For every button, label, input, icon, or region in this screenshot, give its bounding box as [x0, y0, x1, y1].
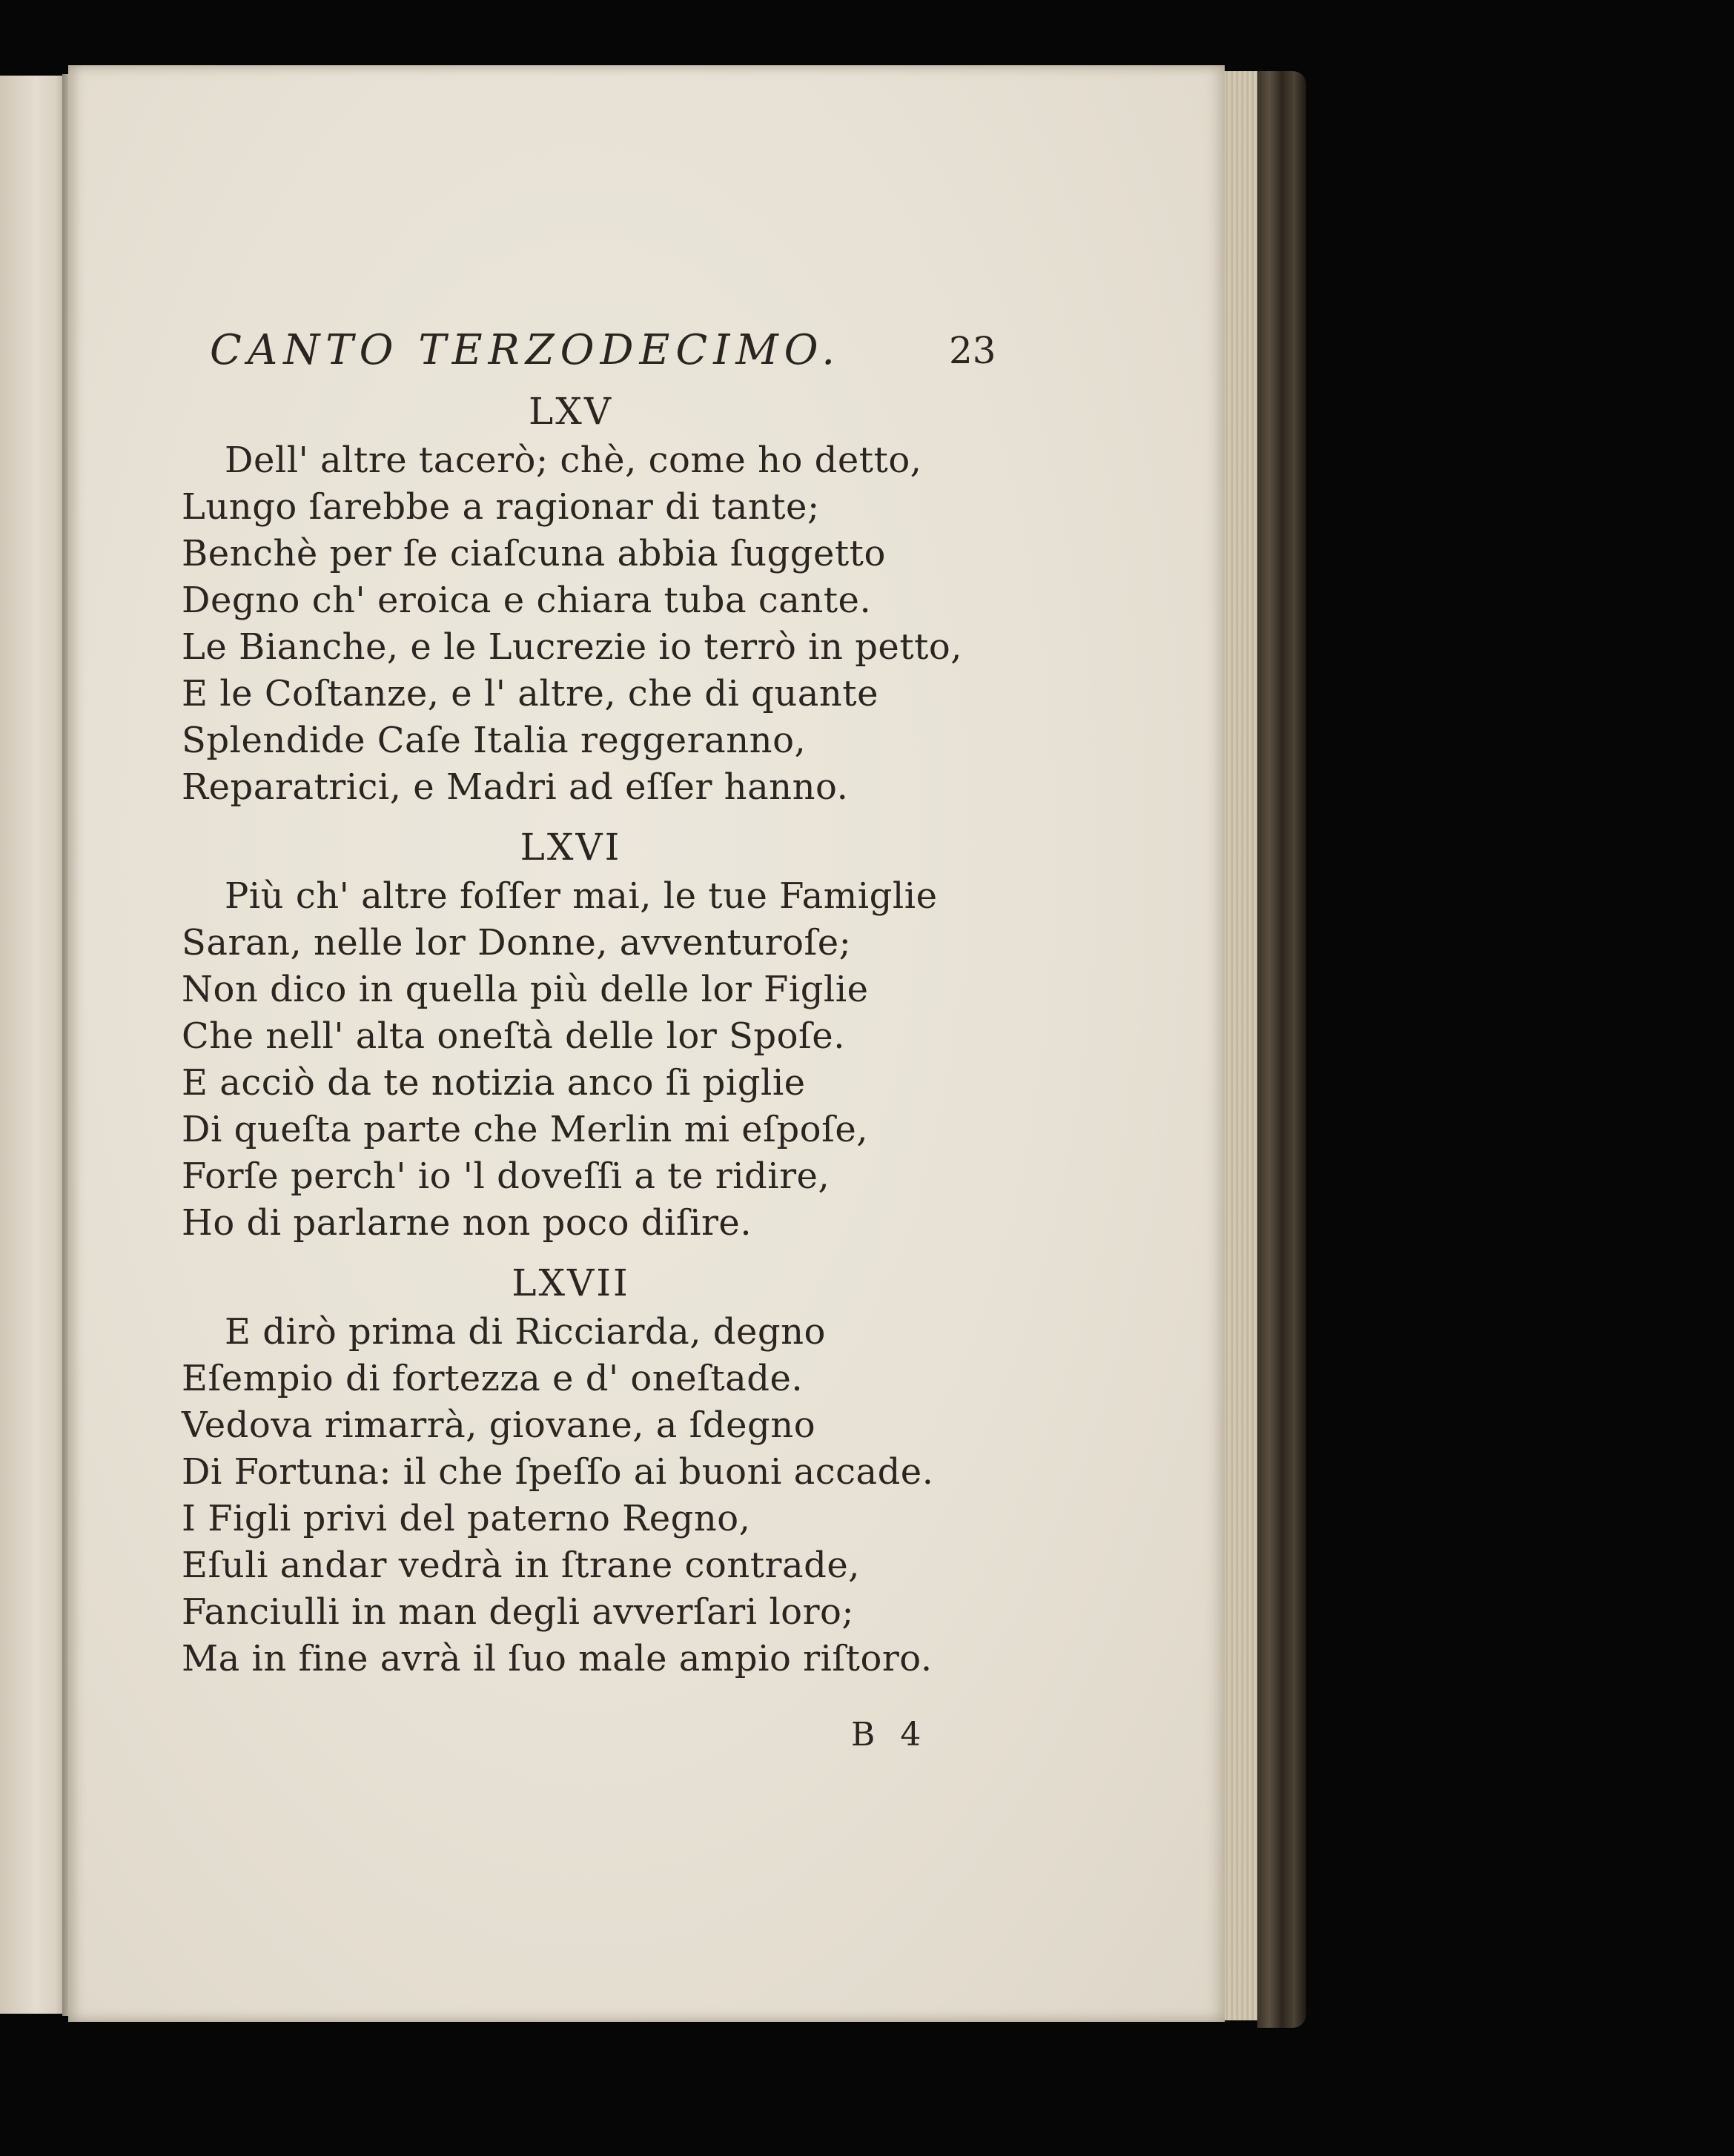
verse-line: Più ch' altre foſſer mai, le tue Famiglie	[225, 875, 938, 917]
running-head	[182, 326, 1019, 385]
verse-line: Splendide Caſe Italia reggeranno,	[182, 720, 807, 761]
verse-line: E dirò prima di Ricciarda, degno	[225, 1311, 826, 1353]
verse-line: I Figli privi del paterno Regno,	[182, 1498, 751, 1539]
verse-line: Benchè per ſe ciaſcuna abbia ſuggetto	[182, 533, 886, 574]
verse-line: Dell' altre tacerò; chè, come ho detto,	[225, 440, 922, 481]
verse-line: Fanciulli in man degli avverſari loro;	[182, 1591, 855, 1633]
stanza-numeral: LXVI	[520, 826, 622, 869]
verse-line: Vedova rimarrà, giovane, a ſdegno	[182, 1404, 816, 1446]
verse-line: Le Bianche, e le Lucrezie io terrò in petto,	[182, 626, 963, 668]
verse-line: Eſuli andar vedrà in ſtrane contrade,	[182, 1545, 860, 1586]
verse-line: Saran, nelle lor Donne, avventuroſe;	[182, 922, 852, 963]
verse-line: Ma in fine avrà il ſuo male ampio riſtoro.	[182, 1638, 933, 1679]
page-number: 23	[949, 329, 996, 372]
stanza-numeral: LXVII	[512, 1261, 630, 1304]
text-block	[182, 326, 1019, 1693]
verse-line: Che nell' alta oneſtà delle lor Spoſe.	[182, 1015, 845, 1057]
book-binding	[1257, 71, 1306, 2028]
stanza-numeral: LXV	[529, 390, 613, 433]
running-title: CANTO TERZODECIMO.	[210, 326, 841, 374]
signature-mark: B 4	[851, 1716, 929, 1754]
verse-line: Ho di parlarne non poco diſire.	[182, 1202, 752, 1244]
stanza	[182, 1257, 1019, 1682]
verse-line: Reparatrici, e Madri ad eſſer hanno.	[182, 766, 849, 808]
stanza	[182, 385, 1019, 811]
left-page-edge	[0, 76, 65, 2014]
verse-line: Eſempio di fortezza e d' oneſtade.	[182, 1358, 804, 1399]
verse-line: Di queſta parte che Merlin mi eſpoſe,	[182, 1109, 868, 1150]
stanza	[182, 821, 1019, 1247]
verse-line: Di Fortuna: il che ſpeſſo ai buoni accade.	[182, 1451, 934, 1493]
verse-line: Forſe perch' io 'l doveſſi a te ridire,	[182, 1155, 830, 1197]
verse-line: E le Coſtanze, e l' altre, che di quante	[182, 673, 878, 714]
verse-line: Lungo ſarebbe a ragionar di tante;	[182, 486, 820, 528]
verse-line: Degno ch' eroica e chiara tuba cante.	[182, 580, 872, 621]
verse-line: E acciò da te notizia anco ſi piglie	[182, 1062, 806, 1104]
verse-line: Non dico in quella più delle lor Figlie	[182, 969, 869, 1010]
